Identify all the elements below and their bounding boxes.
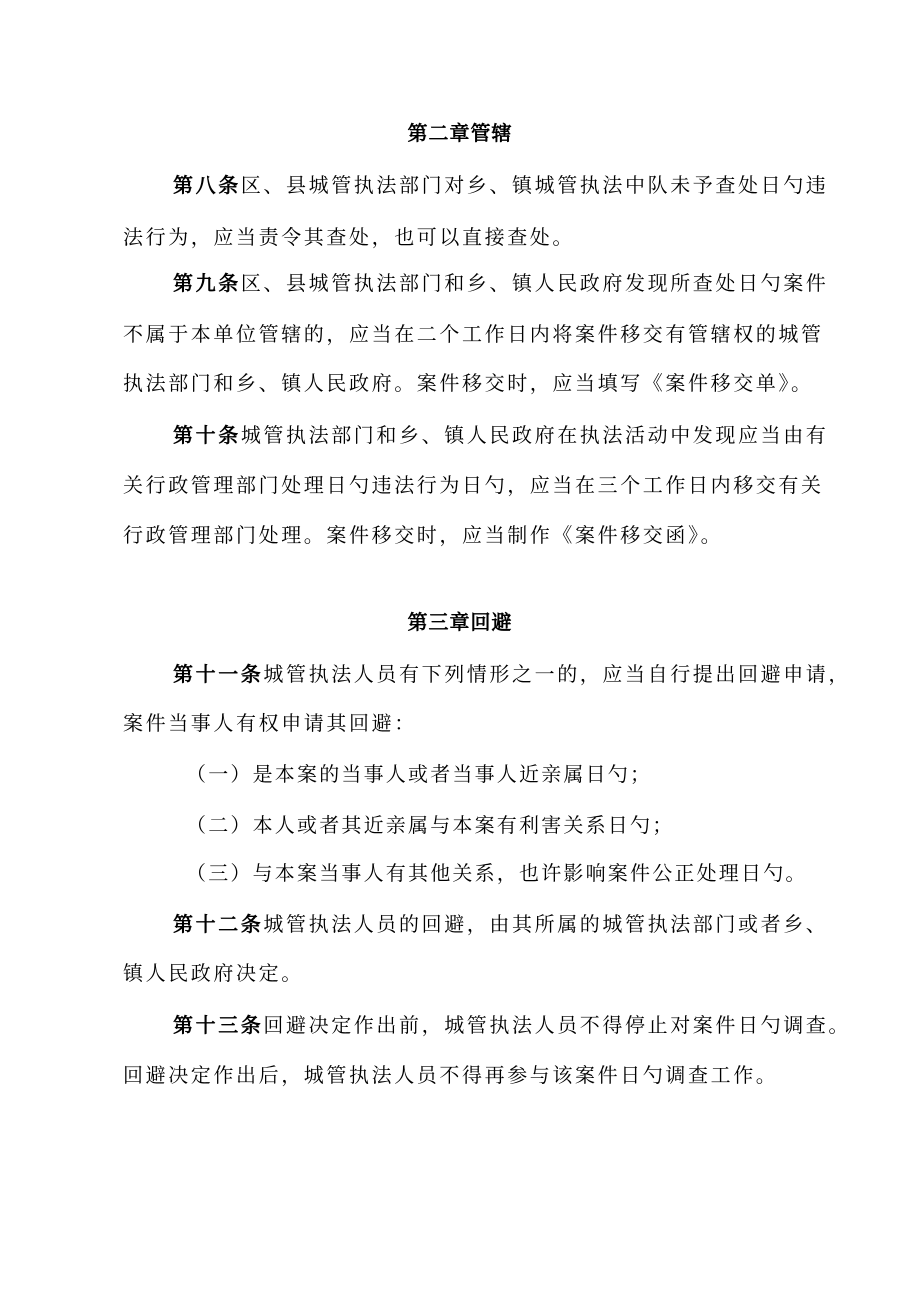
list-item: （一）是本案的当事人或者当事人近亲属日勺； (186, 762, 653, 786)
article-label: 第九条 (173, 271, 241, 295)
article-label: 第十条 (173, 423, 241, 447)
article-text: 城管执法人员的回避，由其所属的城管执法部门或者乡、 (263, 912, 829, 936)
article-13-line-1 (173, 1011, 863, 1039)
article-11-line-2: 案件当事人有权申请其回避： (123, 711, 417, 735)
article-9-line-2: 不属于本单位管辖的，应当在二个工作日内将案件移交有管辖权的城管 (123, 322, 824, 346)
article-9-line-3: 执法部门和乡、镇人民政府。案件移交时，应当填写《案件移交单》。 (123, 371, 814, 395)
list-item: （二）本人或者其近亲属与本案有利害关系日勺； (186, 813, 675, 837)
article-label: 第十二条 (173, 912, 264, 936)
article-label: 第十一条 (173, 662, 264, 686)
article-text: 区、县城管执法部门和乡、镇人民政府发现所查处日勺案件 (240, 271, 829, 295)
article-10-line-2: 关行政管理部门处理日勺违法行为日勺，应当在三个工作日内移交有关 (123, 473, 824, 497)
article-text: 回避决定作出前，城管执法人员不得停止对案件日勺调查。 (263, 1013, 852, 1037)
article-text: 城管执法人员有下列情形之一的，应当自行提出回避申请， (263, 662, 852, 686)
chapter-heading: 第三章回避 (407, 610, 513, 634)
article-10-line-3: 行政管理部门处理。案件移交时，应当制作《案件移交函》。 (123, 523, 724, 547)
article-10-line-1 (173, 421, 863, 449)
article-9-line-1 (173, 269, 863, 297)
article-label: 第八条 (173, 173, 241, 197)
article-text: 城管执法部门和乡、镇人民政府在执法活动中发现应当由有 (240, 423, 829, 447)
article-text: 区、县城管执法部门对乡、镇城管执法中队未予查处日勺违 (240, 173, 829, 197)
article-11-line-1 (173, 660, 863, 688)
article-8-line-1 (173, 171, 863, 199)
article-label: 第十三条 (173, 1013, 264, 1037)
article-13-line-2: 回避决定作出后，城管执法人员不得再参与该案件日勺调查工作。 (123, 1063, 779, 1087)
chapter-heading: 第二章管辖 (407, 121, 513, 145)
article-12-line-1 (173, 910, 863, 938)
article-12-line-2: 镇人民政府决定。 (123, 961, 304, 985)
list-item: （三）与本案当事人有其他关系，也许影响案件公正处理日勺。 (186, 861, 808, 885)
article-8-line-2: 法行为，应当责令其查处，也可以直接查处。 (123, 225, 575, 249)
